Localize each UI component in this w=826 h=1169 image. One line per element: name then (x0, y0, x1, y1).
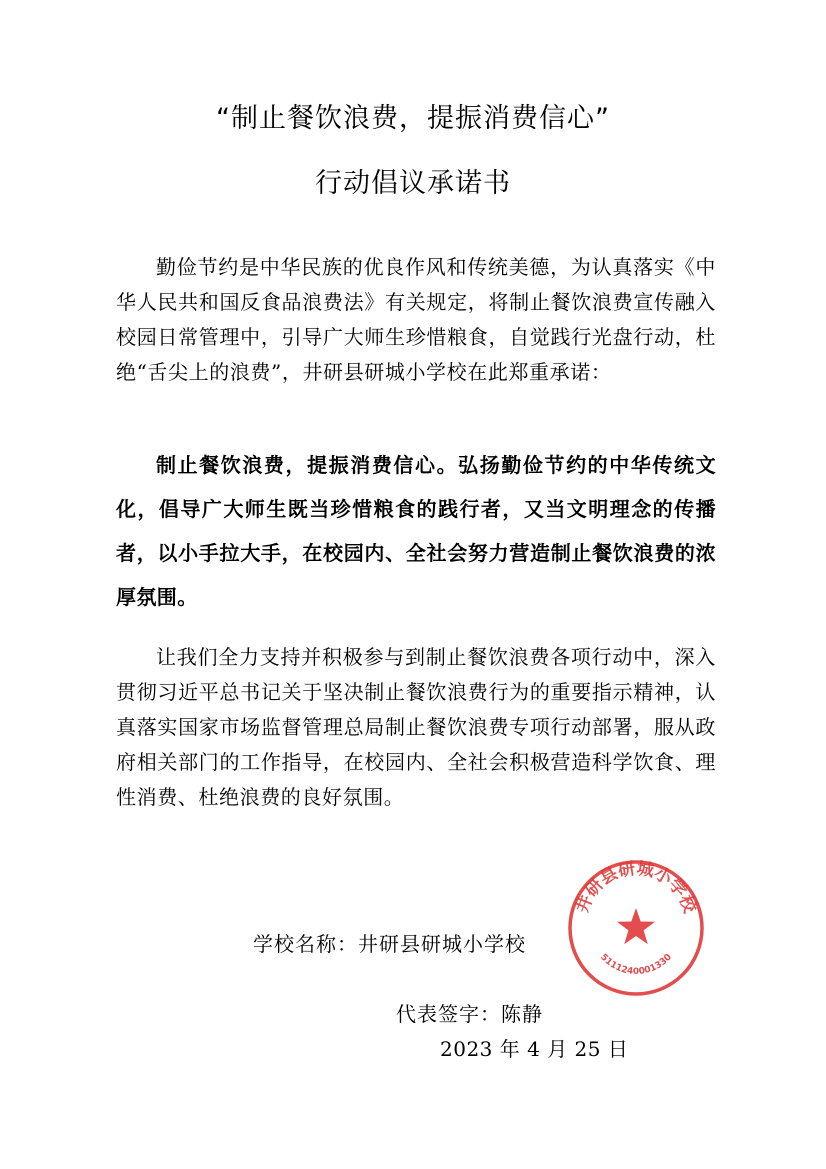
date-line: 2023 年 4 月 25 日 (440, 1037, 629, 1061)
paragraph-pledge: 制止餐饮浪费，提振消费信心。弘扬勤俭节约的中华传统文化，倡导广大师生既当珍惜粮食的践行者，又当文明理念的传播者，以小手拉大手，在校园内、全社会努力营造制止餐饮浪费的浓厚氛围。 (116, 453, 716, 609)
official-seal (566, 858, 706, 998)
paragraph-call: 让我们全力支持并积极参与到制止餐饮浪费各项行动中，深入贯彻习近平总书记关于坚决制止餐饮浪费行为的重要指示精神，认真落实国家市场监督管理总局制止餐饮浪费专项行动部署，服从政府相关部门的工作指导，在校园内、全社会积极营造科学饮食、理性消费、杜绝浪费的良好氛围。 (116, 645, 716, 809)
seal-name-text: 井研县研城小学校 (572, 858, 700, 916)
document-subtitle: 行动倡议承诺书 (315, 168, 511, 199)
document-title: “制止餐饮浪费，提振消费信心” (216, 103, 610, 134)
representative-signature-line: 代表签字：陈静 (396, 1002, 543, 1026)
school-name-line: 学校名称：井研县研城小学校 (253, 932, 526, 956)
paragraph-intro: 勤俭节约是中华民族的优良作风和传统美德，为认真落实《中华人民共和国反食品浪费法》有关规定，将制止餐饮浪费宣传融入校园日常管理中，引导广大师生珍惜粮食，自觉践行光盘行动，杜绝“舌尖上的浪费”，井研县研城小学校在此郑重承诺： (116, 255, 716, 384)
star-icon (617, 908, 655, 944)
seal-code-text: 5111240001330 (598, 952, 674, 977)
